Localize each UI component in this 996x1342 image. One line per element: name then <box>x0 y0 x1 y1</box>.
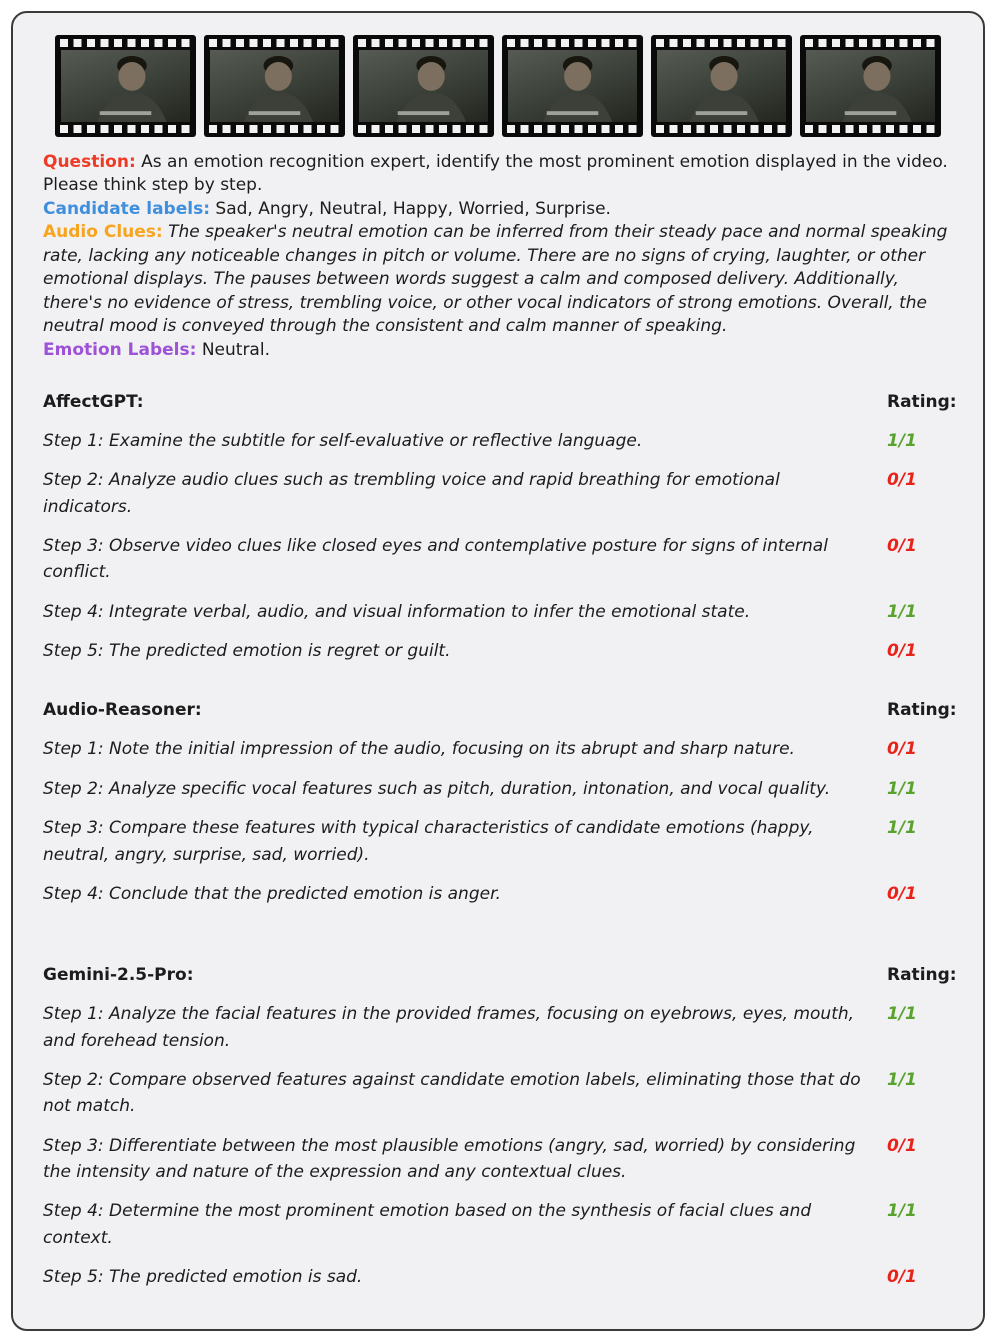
video-frame <box>502 35 643 137</box>
model-step <box>43 599 953 625</box>
step-text: Step 3: Differentiate between the most plausible emotions (angry, sad, worried) by considering the intensity and nature of the expression and any contextual clues. <box>43 1135 856 1182</box>
step-text: Step 4: Determine the most prominent emotion based on the synthesis of facial clues and context. <box>43 1201 812 1248</box>
rating-column-header: Rating: <box>887 392 957 413</box>
step-text: Step 2: Analyze specific vocal features such as pitch, duration, intonation, and vocal quality. <box>43 778 831 799</box>
model-step <box>43 533 953 586</box>
step-rating: 1/1 <box>887 601 917 622</box>
video-frame <box>800 35 941 137</box>
person-silhouette-icon <box>61 50 190 122</box>
step-rating: 1/1 <box>887 1004 917 1025</box>
audio-clues-line <box>43 221 953 338</box>
step-text: Step 2: Analyze audio clues such as trembling voice and rapid breathing for emotional indicators. <box>43 470 780 517</box>
step-rating: 1/1 <box>887 1201 917 1222</box>
model-section-audio-reasoner <box>41 700 955 907</box>
step-text: Step 3: Compare these features with typical characteristics of candidate emotions (happy, neutral, angry, surprise, sad, worried). <box>43 818 814 865</box>
model-name: Audio-Reasoner: <box>43 700 202 721</box>
film-sprockets-icon <box>656 125 787 133</box>
step-text: Step 1: Analyze the facial features in the provided frames, focusing on eyebrows, eyes, mouth, and forehead tension. <box>43 1004 855 1051</box>
video-frame <box>204 35 345 137</box>
film-sprockets-icon <box>805 39 936 47</box>
step-rating: 0/1 <box>887 1266 917 1287</box>
person-silhouette-icon <box>657 50 786 122</box>
question-label: Question: <box>43 152 136 172</box>
step-rating: 1/1 <box>887 431 917 452</box>
step-text: Step 5: The predicted emotion is sad. <box>43 1266 363 1287</box>
model-step <box>43 815 953 868</box>
audio-clues-label: Audio Clues: <box>43 222 163 243</box>
model-section-affectgpt <box>41 392 955 664</box>
film-sprockets-icon <box>656 39 787 47</box>
emotion-labels-line <box>43 339 953 362</box>
video-frame <box>651 35 792 137</box>
model-header <box>43 700 957 721</box>
candidate-labels-line <box>43 198 953 221</box>
film-sprockets-icon <box>507 39 638 47</box>
step-rating: 1/1 <box>887 778 917 799</box>
model-step <box>43 1264 953 1290</box>
film-sprockets-icon <box>358 39 489 47</box>
person-silhouette-icon <box>359 50 488 122</box>
rating-column-header: Rating: <box>887 965 957 986</box>
model-step <box>43 1001 953 1054</box>
step-rating: 0/1 <box>887 1135 917 1156</box>
film-sprockets-icon <box>60 39 191 47</box>
model-name: AffectGPT: <box>43 392 144 413</box>
film-sprockets-icon <box>805 125 936 133</box>
prompt-block <box>41 151 955 362</box>
step-text: Step 3: Observe video clues like closed eyes and contemplative posture for signs of internal conflict. <box>43 536 828 583</box>
step-rating: 0/1 <box>887 536 917 557</box>
video-frame <box>55 35 196 137</box>
video-frame-strip <box>41 33 955 137</box>
model-step <box>43 638 953 664</box>
film-sprockets-icon <box>507 125 638 133</box>
person-silhouette-icon <box>210 50 339 122</box>
question-line <box>43 151 953 198</box>
film-sprockets-icon <box>60 125 191 133</box>
step-text: Step 2: Compare observed features against candidate emotion labels, eliminating those that do not match. <box>43 1069 861 1117</box>
model-step <box>43 428 953 454</box>
video-frame <box>353 35 494 137</box>
step-text: Step 4: Integrate verbal, audio, and visual information to infer the emotional state. <box>43 601 751 622</box>
model-step <box>43 1198 953 1251</box>
model-step <box>43 776 953 802</box>
question-text: As an emotion recognition expert, identify the most prominent emotion displayed in the video. Please think step by step. <box>43 152 948 196</box>
step-text: Step 1: Examine the subtitle for self-evaluative or reflective language. <box>43 431 643 452</box>
step-rating: 0/1 <box>887 739 917 760</box>
film-sprockets-icon <box>209 39 340 47</box>
video-still <box>657 50 786 122</box>
model-name: Gemini-2.5-Pro: <box>43 965 194 986</box>
person-silhouette-icon <box>806 50 935 122</box>
model-header <box>43 392 957 413</box>
person-silhouette-icon <box>508 50 637 122</box>
step-rating: 1/1 <box>887 1069 917 1090</box>
step-text: Step 4: Conclude that the predicted emotion is anger. <box>43 883 501 904</box>
emotion-labels-text: Neutral. <box>201 339 270 360</box>
step-text: Step 5: The predicted emotion is regret or guilt. <box>43 641 451 662</box>
model-step <box>43 1133 953 1186</box>
candidate-labels-label: Candidate labels: <box>43 198 211 219</box>
model-header <box>43 965 957 986</box>
step-rating: 1/1 <box>887 818 917 839</box>
rating-column-header: Rating: <box>887 700 957 721</box>
film-sprockets-icon <box>209 125 340 133</box>
step-rating: 0/1 <box>887 883 917 904</box>
model-section-gemini-2-5-pro <box>41 965 955 1290</box>
model-step <box>43 1067 953 1120</box>
audio-clues-text: The speaker's neutral emotion can be inferred from their steady pace and normal speaking rate, lacking any noticeable changes in pitch or volume. There are no signs of crying, laughter, or other emotional displays. The pauses between words suggest a calm and composed delivery. Additionally, there's no evidence of stress, trembling voice, or other vocal indicators of strong emotions. Overall, the neutral mood is conveyed through the consistent and calm manner of speaking. <box>43 222 948 337</box>
step-text: Step 1: Note the initial impression of the audio, focusing on its abrupt and sharp nature. <box>43 739 795 760</box>
figure-container <box>11 11 985 1331</box>
model-step <box>43 881 953 907</box>
video-still <box>61 50 190 122</box>
video-still <box>210 50 339 122</box>
model-step <box>43 467 953 520</box>
model-step <box>43 736 953 762</box>
candidate-labels-text: Sad, Angry, Neutral, Happy, Worried, Surprise. <box>215 198 611 219</box>
step-rating: 0/1 <box>887 470 917 491</box>
film-sprockets-icon <box>358 125 489 133</box>
video-still <box>359 50 488 122</box>
video-still <box>508 50 637 122</box>
step-rating: 0/1 <box>887 641 917 662</box>
emotion-labels-label: Emotion Labels: <box>43 339 197 360</box>
video-still <box>806 50 935 122</box>
